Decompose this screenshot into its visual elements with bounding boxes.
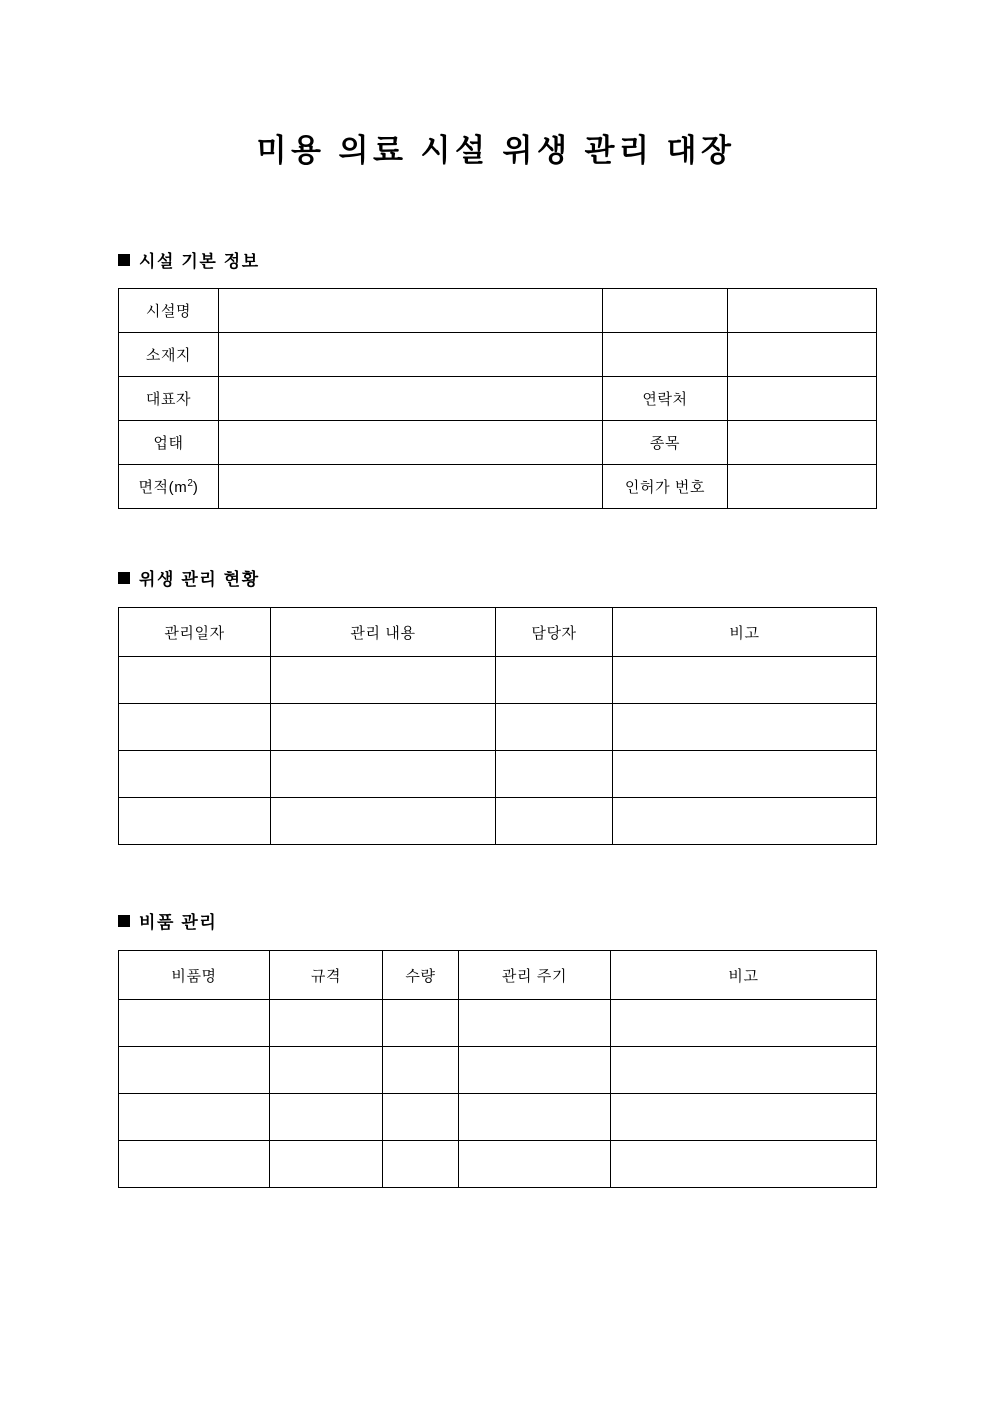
supplies-header-name: 비품명 (119, 951, 270, 1000)
supplies-cell-name[interactable] (119, 1141, 270, 1188)
supplies-cell-remarks[interactable] (611, 1000, 877, 1047)
hygiene-cell-content[interactable] (271, 798, 496, 845)
table-row (119, 1047, 877, 1094)
square-bullet-icon (118, 915, 130, 927)
table-row (119, 751, 877, 798)
table-row (119, 465, 877, 509)
supplies-cell-cycle[interactable] (459, 1000, 611, 1047)
supplies-cell-quantity[interactable] (383, 1141, 459, 1188)
supplies-cell-cycle[interactable] (459, 1094, 611, 1141)
hygiene-cell-date[interactable] (119, 798, 271, 845)
section-heading-supplies (118, 911, 217, 935)
facility-label-business-type: 업태 (119, 421, 219, 465)
supplies-header-remarks: 비고 (611, 951, 877, 1000)
hygiene-cell-person[interactable] (496, 798, 613, 845)
hygiene-cell-remarks[interactable] (613, 704, 877, 751)
section-heading-hygiene-label: 위생 관리 현황 (139, 570, 260, 589)
hygiene-cell-date[interactable] (119, 657, 271, 704)
supplies-header-cycle: 관리 주기 (459, 951, 611, 1000)
table-row (119, 1094, 877, 1141)
hygiene-cell-person[interactable] (496, 657, 613, 704)
supplies-cell-remarks[interactable] (611, 1094, 877, 1141)
hygiene-management-table (118, 607, 877, 845)
hygiene-cell-content[interactable] (271, 657, 496, 704)
hygiene-cell-remarks[interactable] (613, 798, 877, 845)
hygiene-header-remarks: 비고 (613, 608, 877, 657)
supplies-cell-quantity[interactable] (383, 1094, 459, 1141)
facility-label-business-item: 종목 (603, 421, 728, 465)
facility-value-representative[interactable] (219, 377, 603, 421)
facility-label-area-base: 면적(m (138, 479, 188, 496)
table-row (119, 333, 877, 377)
hygiene-header-date: 관리일자 (119, 608, 271, 657)
table-row (119, 1000, 877, 1047)
supplies-cell-name[interactable] (119, 1000, 270, 1047)
facility-value-contact[interactable] (728, 377, 877, 421)
table-row (119, 289, 877, 333)
table-row (119, 377, 877, 421)
table-row (119, 421, 877, 465)
supplies-cell-quantity[interactable] (383, 1000, 459, 1047)
facility-label-area-close: ) (192, 479, 199, 496)
table-header-row (119, 608, 877, 657)
hygiene-header-person: 담당자 (496, 608, 613, 657)
facility-value-business-item[interactable] (728, 421, 877, 465)
hygiene-cell-remarks[interactable] (613, 657, 877, 704)
facility-label-representative: 대표자 (119, 377, 219, 421)
supplies-cell-quantity[interactable] (383, 1047, 459, 1094)
hygiene-cell-person[interactable] (496, 751, 613, 798)
supplies-cell-name[interactable] (119, 1047, 270, 1094)
facility-value2-row1[interactable] (728, 289, 877, 333)
square-bullet-icon (118, 254, 130, 266)
supplies-cell-name[interactable] (119, 1094, 270, 1141)
facility-label2-row1 (603, 289, 728, 333)
hygiene-cell-content[interactable] (271, 704, 496, 751)
table-row (119, 1141, 877, 1188)
table-row (119, 704, 877, 751)
supplies-header-spec: 규격 (270, 951, 383, 1000)
hygiene-cell-date[interactable] (119, 704, 271, 751)
facility-label-license-number: 인허가 번호 (603, 465, 728, 509)
supplies-cell-spec[interactable] (270, 1047, 383, 1094)
facility-info-table (118, 288, 877, 509)
page-title: 미용 의료 시설 위생 관리 대장 (256, 133, 736, 168)
hygiene-cell-content[interactable] (271, 751, 496, 798)
facility-label2-row2 (603, 333, 728, 377)
supplies-cell-remarks[interactable] (611, 1141, 877, 1188)
facility-value-address[interactable] (219, 333, 603, 377)
facility-label-name: 시설명 (119, 289, 219, 333)
facility-value-license-number[interactable] (728, 465, 877, 509)
hygiene-cell-remarks[interactable] (613, 751, 877, 798)
hygiene-cell-person[interactable] (496, 704, 613, 751)
supplies-cell-spec[interactable] (270, 1000, 383, 1047)
section-heading-facility-label: 시설 기본 정보 (139, 252, 260, 271)
supplies-management-table (118, 950, 877, 1188)
section-heading-supplies-label: 비품 관리 (139, 913, 218, 932)
hygiene-header-content: 관리 내용 (271, 608, 496, 657)
facility-label-contact: 연락처 (603, 377, 728, 421)
facility-label-area-superscript: 2 (187, 478, 193, 489)
facility-label-area (119, 465, 219, 509)
table-row (119, 798, 877, 845)
facility-value2-row2[interactable] (728, 333, 877, 377)
facility-value-area[interactable] (219, 465, 603, 509)
square-bullet-icon (118, 572, 130, 584)
supplies-cell-spec[interactable] (270, 1141, 383, 1188)
supplies-cell-cycle[interactable] (459, 1047, 611, 1094)
section-heading-hygiene (118, 568, 260, 592)
supplies-header-quantity: 수량 (383, 951, 459, 1000)
section-heading-facility (118, 250, 260, 274)
facility-value-business-type[interactable] (219, 421, 603, 465)
table-header-row (119, 951, 877, 1000)
supplies-cell-cycle[interactable] (459, 1141, 611, 1188)
facility-label-address: 소재지 (119, 333, 219, 377)
facility-value-name[interactable] (219, 289, 603, 333)
supplies-cell-spec[interactable] (270, 1094, 383, 1141)
supplies-cell-remarks[interactable] (611, 1047, 877, 1094)
hygiene-cell-date[interactable] (119, 751, 271, 798)
table-row (119, 657, 877, 704)
